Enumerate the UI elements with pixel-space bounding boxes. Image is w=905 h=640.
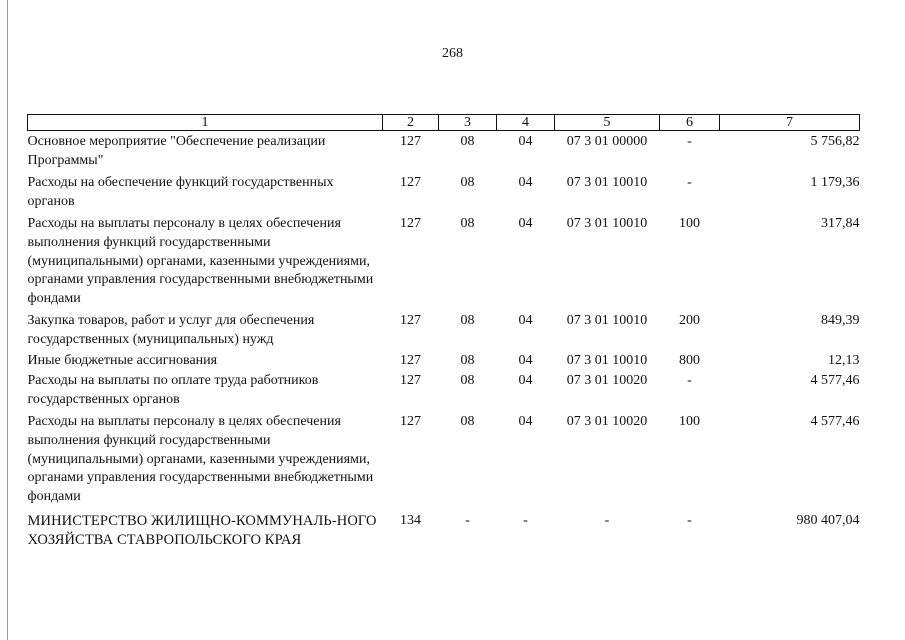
row-code-6: 100 xyxy=(679,216,700,232)
row-code-6: 200 xyxy=(679,313,700,329)
row-code-5: - xyxy=(604,513,610,529)
row-name: Иные бюджетные ассигнования xyxy=(27,352,218,368)
row-code-4: 04 xyxy=(518,313,533,329)
row-name: Расходы на выплаты персоналу в целях обеспечения выполнения функций государственными (муниципальными) органами, казенными учреждениями, органами управления государственными внебюджетными фондами xyxy=(27,216,374,306)
row-code-3: - xyxy=(465,513,470,529)
row-code-2: 127 xyxy=(400,313,421,329)
column-header-2: 2 xyxy=(383,115,439,131)
table-row xyxy=(28,310,860,351)
row-amount: 1 179,36 xyxy=(810,175,860,191)
row-amount: 317,84 xyxy=(821,216,860,232)
budget-table xyxy=(27,114,860,549)
row-code-4: 04 xyxy=(518,352,533,368)
row-code-3: 08 xyxy=(460,373,475,389)
row-code-6: - xyxy=(687,134,692,149)
page-margin-line xyxy=(7,0,8,640)
row-code-4: - xyxy=(523,513,528,529)
table-row xyxy=(28,370,860,411)
row-name: МИНИСТЕРСТВО ЖИЛИЩНО-КОММУНАЛЬ-НОГО ХОЗЯЙСТВА СТАВРОПОЛЬСКОГО КРАЯ xyxy=(27,513,377,548)
row-code-3: 08 xyxy=(460,175,475,191)
row-code-3: 08 xyxy=(460,313,475,329)
row-code-2: 127 xyxy=(400,134,421,149)
row-code-3: 08 xyxy=(460,352,475,368)
row-code-6: 100 xyxy=(679,414,700,430)
row-code-6: - xyxy=(687,175,692,191)
row-name: Расходы на обеспечение функций государственных органов xyxy=(27,175,334,209)
row-amount: 4 577,46 xyxy=(810,373,860,389)
table-header-row xyxy=(28,115,860,131)
table-row xyxy=(28,213,860,310)
row-code-6: 800 xyxy=(679,352,700,368)
row-code-3: 08 xyxy=(460,134,475,149)
row-code-4: 04 xyxy=(518,175,533,191)
row-code-2: 127 xyxy=(400,414,421,430)
row-code-2: 127 xyxy=(400,216,421,232)
row-code-2: 127 xyxy=(400,175,421,191)
row-code-5: 07 3 01 10020 xyxy=(566,414,648,430)
row-code-2: 134 xyxy=(400,513,421,529)
row-code-5: 07 3 01 00000 xyxy=(566,134,648,149)
row-amount: 5 756,82 xyxy=(810,134,860,149)
row-amount: 4 577,46 xyxy=(810,414,860,430)
row-code-4: 04 xyxy=(518,134,533,149)
row-code-5: 07 3 01 10010 xyxy=(566,313,648,329)
table-row xyxy=(28,172,860,213)
row-code-3: 08 xyxy=(460,414,475,430)
row-amount: 980 407,04 xyxy=(796,513,860,529)
row-code-4: 04 xyxy=(518,414,533,430)
column-header-7: 7 xyxy=(720,115,860,131)
column-header-6: 6 xyxy=(660,115,720,131)
column-header-5: 5 xyxy=(555,115,660,131)
row-amount: 849,39 xyxy=(821,313,860,329)
row-amount: 12,13 xyxy=(828,352,860,368)
row-code-6: - xyxy=(687,513,692,529)
row-name: Закупка товаров, работ и услуг для обеспечения государственных (муниципальных) нужд xyxy=(27,313,315,347)
table-row-ministry xyxy=(28,508,860,549)
column-header-3: 3 xyxy=(439,115,497,131)
row-name: Расходы на выплаты персоналу в целях обеспечения выполнения функций государственными (муниципальными) органами, казенными учреждениями, органами управления государственными внебюджетными фондами xyxy=(27,414,374,504)
row-name: Основное мероприятие "Обеспечение реализации Программы" xyxy=(27,134,326,168)
row-code-2: 127 xyxy=(400,352,421,368)
column-header-1: 1 xyxy=(28,115,383,131)
table-row xyxy=(28,131,860,173)
row-code-4: 04 xyxy=(518,216,533,232)
row-code-5: 07 3 01 10010 xyxy=(566,175,648,191)
page-number: 268 xyxy=(442,46,463,61)
row-code-3: 08 xyxy=(460,216,475,232)
row-code-6: - xyxy=(687,373,692,389)
row-code-5: 07 3 01 10020 xyxy=(566,373,648,389)
row-code-2: 127 xyxy=(400,373,421,389)
row-name: Расходы на выплаты по оплате труда работников государственных органов xyxy=(27,373,319,407)
table-row xyxy=(28,411,860,508)
row-code-4: 04 xyxy=(518,373,533,389)
table-row xyxy=(28,352,860,371)
row-code-5: 07 3 01 10010 xyxy=(566,216,648,232)
row-code-5: 07 3 01 10010 xyxy=(566,352,648,368)
column-header-4: 4 xyxy=(497,115,555,131)
